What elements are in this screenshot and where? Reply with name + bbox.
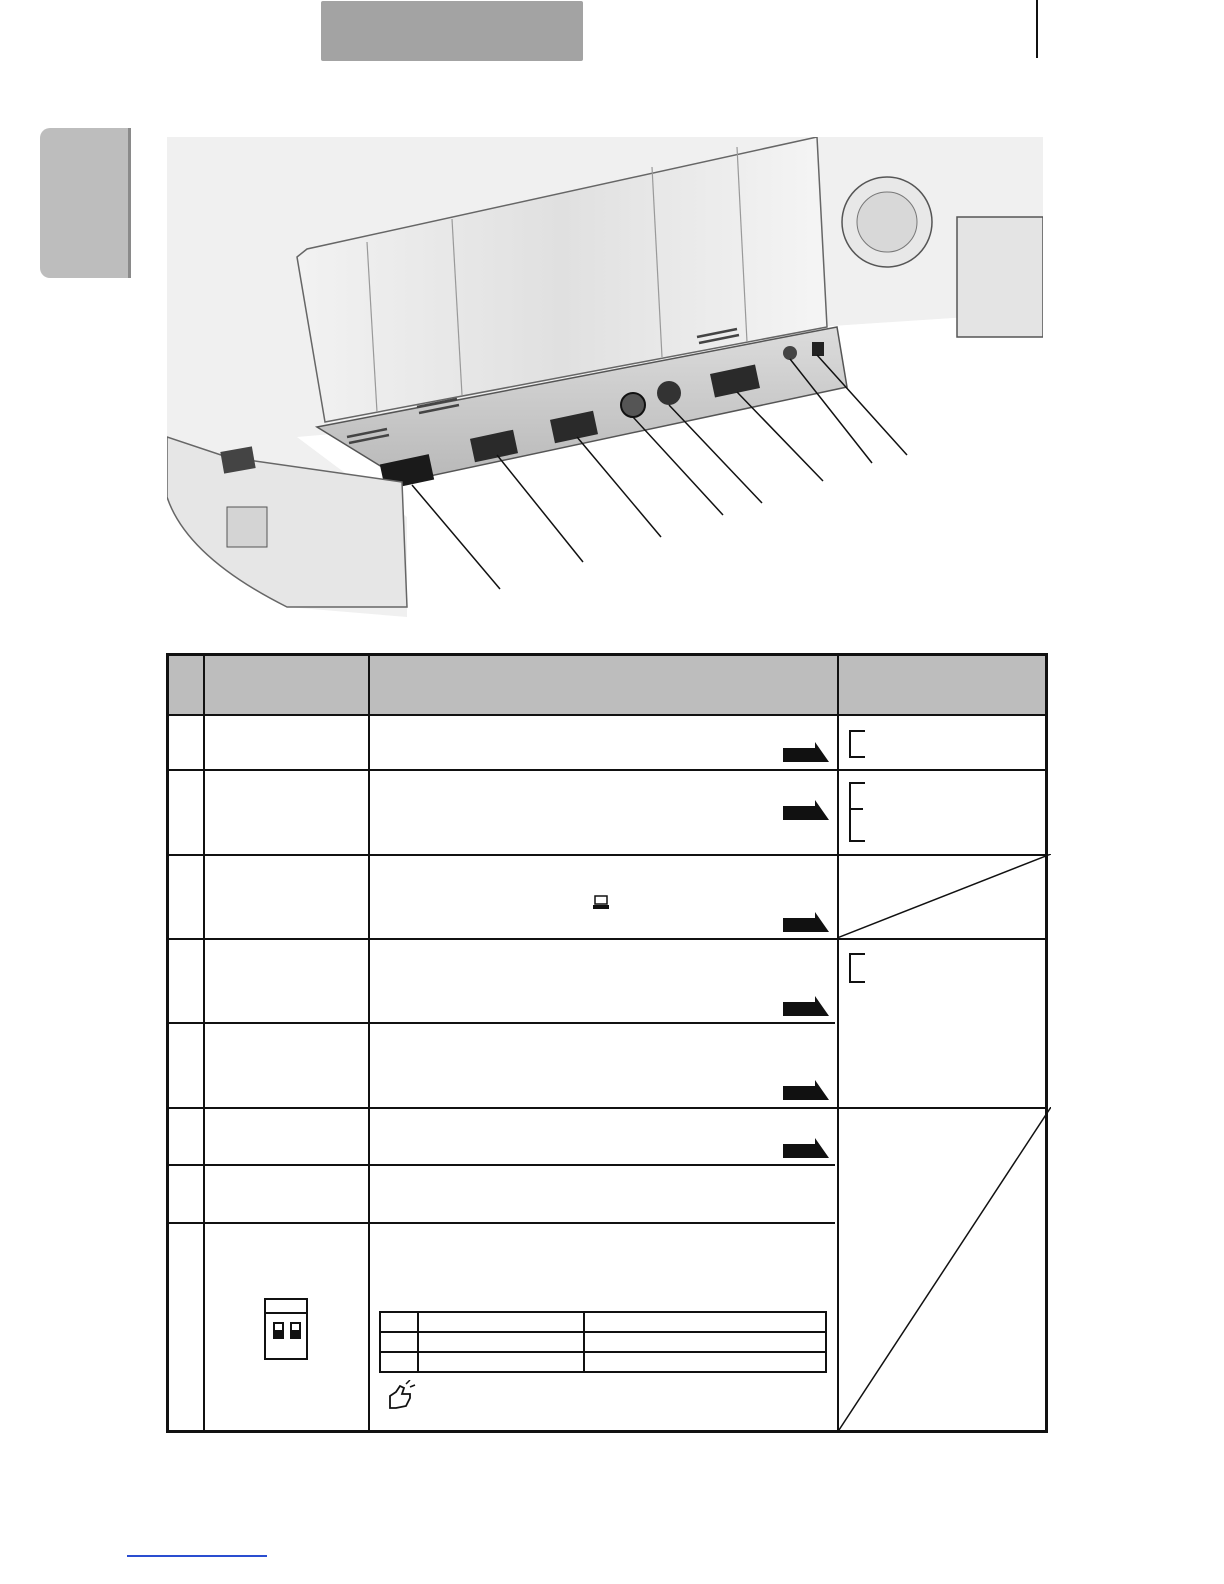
arrow-icon xyxy=(783,912,829,932)
row-divider xyxy=(169,714,1045,716)
column-divider xyxy=(203,656,205,1430)
bracket-icon xyxy=(849,782,865,842)
row-divider xyxy=(169,769,1045,771)
diagonal-strike xyxy=(837,1107,1051,1433)
header-bar xyxy=(321,1,583,61)
row-divider xyxy=(169,1164,835,1166)
bracket-tick xyxy=(849,808,863,810)
arrow-icon xyxy=(783,1138,829,1158)
arrow-icon xyxy=(783,800,829,820)
side-tab xyxy=(40,128,131,278)
row-divider xyxy=(169,1022,835,1024)
arrow-icon xyxy=(783,1080,829,1100)
arrow-icon xyxy=(783,742,829,762)
row-divider xyxy=(169,938,1045,940)
bracket-icon xyxy=(849,953,865,983)
row-divider xyxy=(169,1222,835,1224)
table-header-row xyxy=(169,656,1045,714)
connector-panel-illustration xyxy=(167,137,1043,617)
hand-note-icon xyxy=(386,1380,416,1412)
spec-table xyxy=(166,653,1048,1433)
column-divider xyxy=(368,656,370,1430)
arrow-icon xyxy=(783,996,829,1016)
footer-link-underline[interactable] xyxy=(127,1555,267,1557)
diagonal-strike xyxy=(837,854,1051,938)
dip-switch-icon xyxy=(264,1298,308,1360)
bracket-icon xyxy=(849,730,865,758)
top-rule xyxy=(1036,0,1038,58)
computer-icon xyxy=(593,894,609,910)
switch-settings-table xyxy=(379,1311,827,1373)
